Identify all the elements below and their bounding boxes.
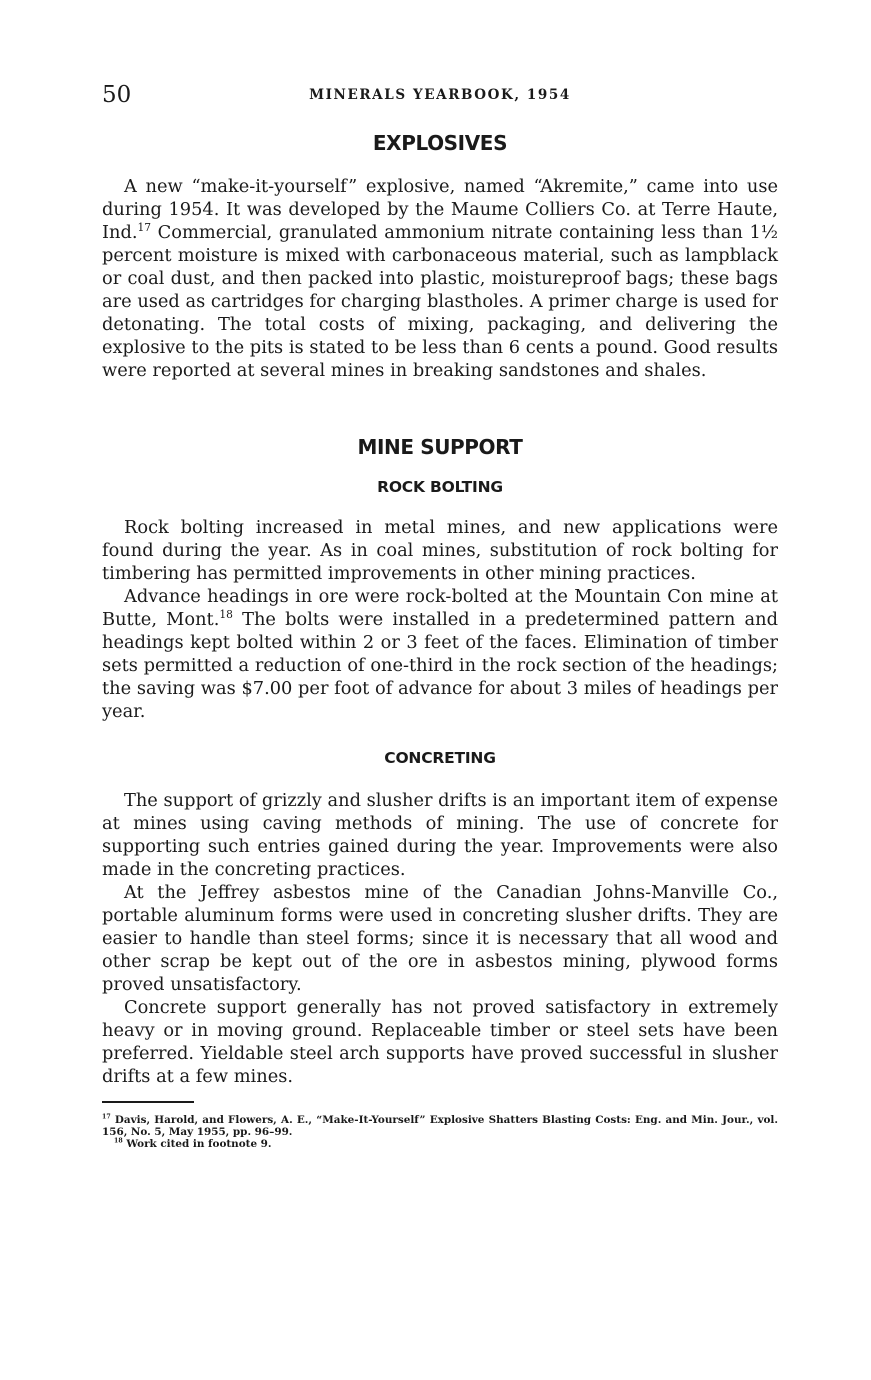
footnote-ref-18: 18 — [219, 608, 233, 622]
footnote-18 — [102, 1138, 778, 1150]
explosives-paragraph-text-1: A new “make-it-yourself” explosive, named “Akremite,” came into use during 1954. It was developed by the Maume Colliers Co. at Terre Haute, Ind. — [102, 176, 778, 243]
footnote-17-number: 17 — [102, 1113, 111, 1121]
running-title: MINERALS YEARBOOK, 1954 — [309, 87, 571, 103]
footnote-rule — [102, 1101, 194, 1103]
footnote-ref-17: 17 — [137, 221, 152, 235]
page-number: 50 — [102, 82, 132, 108]
rock-bolting-paragraph-2-text-1: Advance headings in ore were rock-bolted at the Mountain Con mine at Butte, Mont. — [102, 586, 778, 630]
heading-explosives: EXPLOSIVES — [372, 131, 508, 155]
rock-bolting-paragraph-2 — [102, 585, 778, 723]
explosives-body — [102, 175, 778, 382]
heading-rock-bolting: ROCK BOLTING — [377, 478, 503, 496]
explosives-paragraph — [102, 175, 778, 382]
footnotes — [102, 1114, 778, 1150]
rock-bolting-paragraph-2-text-2: The bolts were installed in a predetermined pattern and headings kept bolted within 2 or 3 feet of the faces. Elimination of timber sets permitted a reduction of one-third in the rock section of the headings; the saving was $7.00 per foot of advance for about 3 miles of headings per year. — [102, 609, 778, 722]
rock-bolting-paragraph-1: Rock bolting increased in metal mines, and new applications were found during the year. As in coal mines, substitution of rock bolting for timbering has permitted improvements in other mining practices. — [102, 517, 778, 584]
explosives-paragraph-text-2: Commercial, granulated ammonium nitrate containing less than 1½ percent moisture is mixed with carbonaceous material, such as lampblack or coal dust, and then packed into plastic, moistureproof bags; these bags are used as cartridges for charging blastholes. A primer charge is used for detonating. The total costs of mixing, packaging, and delivering the explosive to the pits is stated to be less than 6 cents a pound. Good results were reported at several mines in breaking sandstones and shales. — [102, 222, 778, 381]
footnote-17 — [102, 1114, 778, 1138]
running-head — [102, 82, 778, 110]
concreting-paragraph-3: Concrete support generally has not proved satisfactory in extremely heavy or in moving ground. Replaceable timber or steel sets have been preferred. Yieldable steel arch supports have proved successful in slusher drifts at a few mines. — [102, 997, 778, 1087]
heading-concreting: CONCRETING — [384, 749, 496, 767]
concreting-body — [102, 789, 778, 1088]
heading-mine-support: MINE SUPPORT — [357, 435, 523, 459]
concreting-paragraph-1: The support of grizzly and slusher drifts is an important item of expense at mines using caving methods of mining. The use of concrete for supporting such entries gained during the year. Improvements were also made in the concreting practices. — [102, 790, 778, 880]
concreting-paragraph-2: At the Jeffrey asbestos mine of the Canadian Johns-Manville Co., portable aluminum forms were used in concreting slusher drifts. They are easier to handle than steel forms; since it is necessary that all wood and other scrap be kept out of the ore in asbestos mining, plywood forms proved unsatisfactory. — [102, 882, 778, 995]
footnote-17-text: Davis, Harold, and Flowers, A. E., “Make-It-Yourself” Explosive Shatters Blasting Costs: Eng. and Min. Jour., vol. 156, No. 5, May 1955, pp. 96–99. — [102, 1114, 778, 1138]
footnote-18-number: 18 — [114, 1137, 123, 1145]
rock-bolting-body — [102, 516, 778, 723]
footnote-18-text: Work cited in footnote 9. — [126, 1138, 272, 1150]
